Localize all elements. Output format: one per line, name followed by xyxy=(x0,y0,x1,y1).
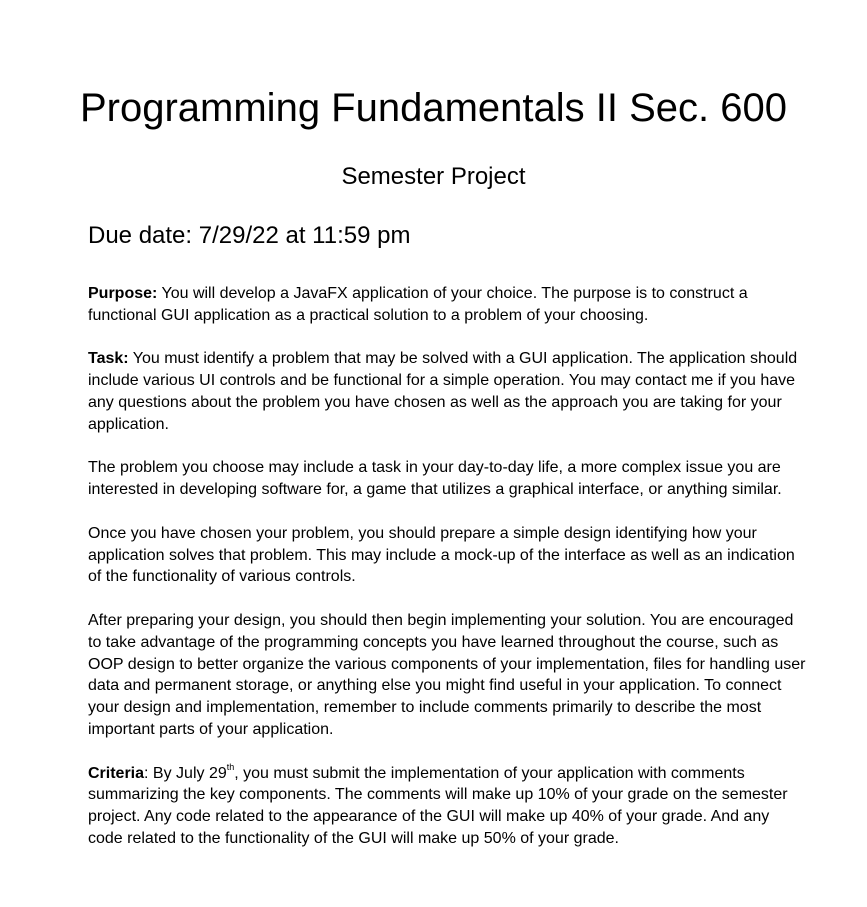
due-date: Due date: 7/29/22 at 11:59 pm xyxy=(88,222,411,249)
criteria-text-after: , you must submit the implementation of your application with comments summarizing the key components. The comments will make up 10% of your grade on the semester project. Any code related to the appearance of the GUI will make up 40% of your grade. And any code related to the functionality of the GUI will make up 50% of your grade. xyxy=(88,764,788,847)
document-body xyxy=(88,283,808,872)
criteria-superscript: th xyxy=(226,762,235,773)
document-title: Programming Fundamentals II Sec. 600 xyxy=(79,86,787,130)
criteria-text-before: : By July 29 xyxy=(144,764,227,782)
purpose-paragraph xyxy=(88,283,808,327)
purpose-text: You will develop a JavaFX application of your choice. The purpose is to construct a functional GUI application as a practical solution to a problem of your choosing. xyxy=(88,285,748,324)
criteria-paragraph xyxy=(88,763,808,850)
design-paragraph: Once you have chosen your problem, you should prepare a simple design identifying how your application solves that problem. This may include a mock-up of the interface as well as an indication of the functionality of various controls. xyxy=(88,524,795,586)
document-subtitle: Semester Project xyxy=(341,163,526,190)
criteria-label: Criteria xyxy=(88,764,145,782)
task-text: You must identify a problem that may be solved with a GUI application. The application should include various UI controls and be functional for a simple operation. You may contact me if you have any questions about the problem you have chosen as well as the approach you are taking for your application. xyxy=(88,350,798,433)
purpose-label: Purpose: xyxy=(88,285,158,302)
implementation-paragraph: After preparing your design, you should then begin implementing your solution. You are encouraged to take advantage of the programming concepts you have learned throughout the course, such as OOP design to better organize the various components of your implementation, files for handling user data and permanent storage, or anything else you might find useful in your application. To connect your design and implementation, remember to include comments primarily to describe the most important parts of your application. xyxy=(88,611,806,738)
task-paragraph xyxy=(88,348,808,435)
problem-paragraph: The problem you choose may include a task in your day-to-day life, a more complex issue you are interested in developing software for, a game that utilizes a graphical interface, or anything similar. xyxy=(88,459,782,499)
task-label: Task: xyxy=(88,350,129,368)
